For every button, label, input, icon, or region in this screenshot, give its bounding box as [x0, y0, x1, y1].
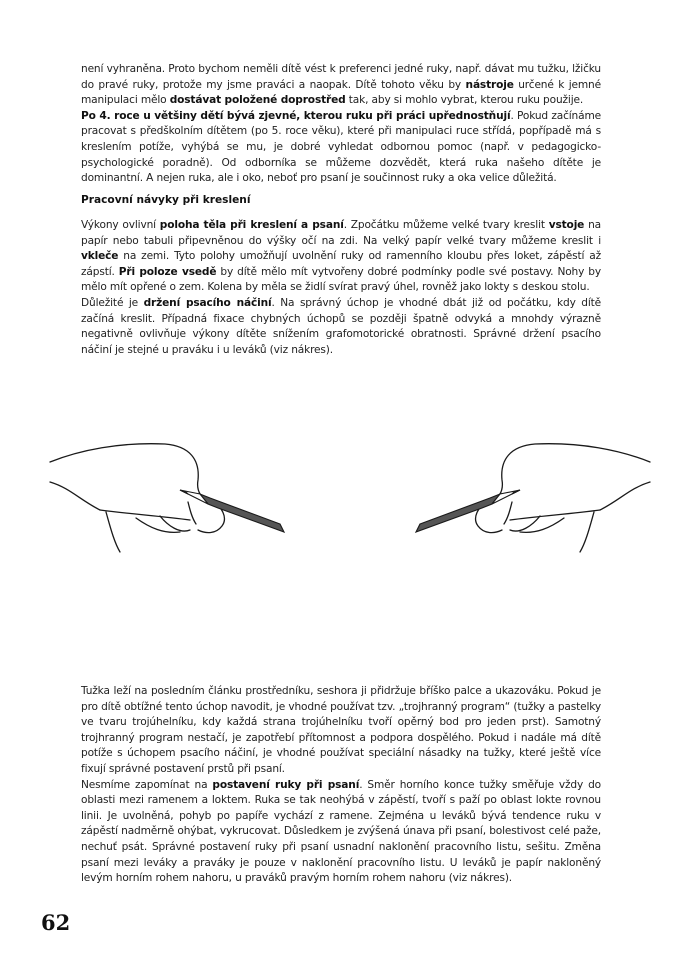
text-run: na papír nebo tabuli připevněnou do výšky očí na zdi. Na velký papír velké tvary můžeme kreslit i: [81, 219, 601, 247]
paragraph: [81, 684, 601, 778]
text-run: Důležité je: [81, 296, 144, 309]
text-run: Výkony ovlivní: [81, 219, 160, 231]
section-heading: Pracovní návyky při kreslení: [81, 194, 251, 206]
bold-phrase: nástroje: [465, 78, 514, 91]
paragraph: [81, 218, 601, 296]
text-run: . Na správný úchop je vhodné dbát již od počátku, kdy dítě začíná kreslit. Případná fixace chybných úchopů se později špatně odvyká a mnohdy výrazně negativně ovlivňuje výkony dítěte snížením grafomotorické obratnosti. Správné držení psacího náčiní je stejné u praváku i u leváků (viz nákres).: [81, 296, 601, 356]
text-run: tak, aby si mohlo vybrat, kterou ruku použije.: [345, 94, 584, 107]
paragraph: [81, 778, 601, 887]
text-run: by dítě mělo mít vytvořeny dobré podmínky podle své postavy. Nohy by mělo mít opřené o zem. Kolena by měla se židlí svírat pravý úhel, rovněž jako lokty s deskou stolu.: [81, 265, 601, 294]
text-run: . Směr horního konce tužky směřuje vždy do oblasti mezi ramenem a loktem. Ruka se tak neohýbá v zápěstí, tvoří s paží po oblast lokte rovnou linii. Je uvolněná, pohyb po papíře vychází z ramene. Zejména u leváků bývá tendence ruku v zápěstí nadměrně ohýbat, vykrucovat. Důsledkem je zvýšená únava při psaní, bolestivost celé paže, nechuť psát. Správné postavení ruky při psaní usnadní naklonění pracovního listu, sešitu. Změna psaní mezi leváky a praváky je pouze v naklonění pracovního listu. U leváků je papír nakloněný levým horním rohem nahoru, u praváků pravým horním rohem nahoru (viz nákres).: [81, 778, 601, 885]
bold-phrase: držení psacího náčiní: [143, 296, 272, 309]
bold-phrase: vstoje: [548, 219, 585, 231]
right-pencil: [416, 490, 520, 532]
bold-phrase: postavení ruky při psaní: [212, 778, 360, 791]
text-run: . Zpočátku můžeme velké tvary kreslit: [343, 219, 549, 231]
text-block-posture: [81, 218, 601, 358]
bold-phrase: vkleče: [81, 250, 119, 263]
bold-phrase: dostávat položené doprostřed: [169, 94, 346, 107]
bold-phrase: Při poloze vsedě: [118, 265, 217, 278]
text-run: není vyhraněna. Proto bychom neměli dítě vést k preferenci jedné ruky, např. dávat mu tužku, lžičku do pravé ruky, protože my jsme praváci a naopak. Dítě tohoto věku by: [81, 63, 601, 91]
text-block-grip: [81, 684, 601, 887]
text-run: Tužka leží na posledním článku prostředníku, seshora ji přidržuje bříško palce a ukazováku. Pokud je pro dítě obtížné tento úchop navodit, je vhodné používat tzv. „trojhranný program“ (tužky a pastelky ve tvaru trojúhelníku, kdy každá strana trojúhelníku tvoří opěrný bod pro jeden prst). Samotný trojhranný program nestačí, je zapotřebí přítomnost a podpora dospělého. Pokud i nadále má dítě potíže s úchopem psacího náčiní, je vhodné používat speciální násadky na tužky, které ještě více fixují správné postavení prstů při psaní.: [81, 685, 601, 775]
text-run: Nesmíme zapomínat na: [81, 778, 213, 791]
text-run: na zemi. Tyto polohy umožňují uvolnění ruky od ramenního kloubu přes loket, zápěstí až zápstí.: [81, 250, 601, 278]
bold-phrase: Po 4. roce u většiny dětí bývá zjevné, kterou ruku při práci upřednostňují: [81, 109, 511, 122]
pencil-grip-illustration: [40, 430, 660, 580]
text-run: určené k jemné manipulaci mělo: [81, 78, 601, 107]
paragraph: [81, 62, 601, 109]
page-number: 62: [41, 910, 71, 935]
bold-phrase: poloha těla při kreslení a psaní: [159, 219, 344, 231]
text-run: . Pokud začínáme pracovat s předškolním dítětem (po 5. roce věku), které při manipulaci ruce střídá, popřípadě má s kreslením potíže, vyhýbá se mu, je dobré vyhledat odbornou pomoc (např. v pedagogicko-psychologické poradně). Od odborníka se můžeme dozvědět, která ruka našeho dítěte je dominantní. A nejen ruka, ale i oko, neboť pro psaní je součinnost ruky a oka velice důležitá.: [81, 109, 601, 185]
left-pencil: [180, 490, 284, 532]
paragraph: [81, 296, 601, 358]
text-block-intro: [81, 62, 601, 187]
paragraph: [81, 109, 601, 187]
